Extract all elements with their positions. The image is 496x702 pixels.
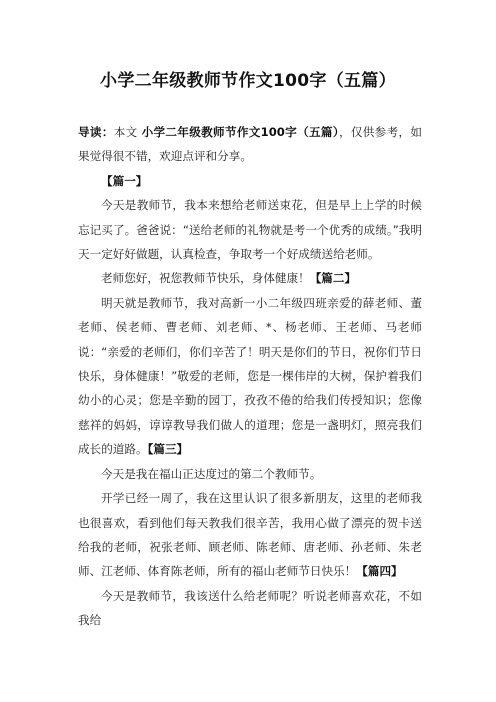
paragraph-6: 今天是教师节，我该送什么给老师呢？听说老师喜欢花，不如我给: [78, 588, 422, 628]
paragraph-5: [78, 486, 422, 584]
paragraph-4: 今天是我在福山正达度过的第二个教师节。: [101, 466, 322, 481]
intro-pre: 本文: [113, 125, 138, 139]
paragraph-2: [78, 266, 422, 290]
document-title: 小学二年级教师节作文100字（五篇）: [100, 71, 396, 91]
section-heading-3: 【篇三】: [147, 442, 189, 457]
section-heading-2: 【篇二】: [309, 271, 357, 286]
section-heading-4: 【篇四】: [356, 564, 403, 579]
intro-title-ref: 小学二年级教师节作文100字（五篇）: [141, 125, 339, 139]
paragraph-3-text: 明天就是教师节，我对高新一小二年级四班亲爱的薛老师、董老师、侯老师、曹老师、刘老师、*、杨老师、王老师、马老师说：“亲爱的老师们，你们辛苦了！明天是你们的节日，祝你们节日快乐，身体健康！”敬爱的老师，您是一棵伟岸的大树，保护着我们幼小的心灵；您是辛勤的园丁，孜孜不倦的给我们传授知识；您像慈祥的妈妈，谆谆教导我们做人的道理；您是一盏明灯，照亮我们成长的道路。: [78, 295, 422, 457]
section-heading-1: 【篇一】: [101, 173, 148, 188]
intro-post: ，仅供参考，如果觉得很不错，欢迎点评和分享。: [78, 125, 422, 164]
paragraph-5-text: 开学已经一周了，我在这里认识了很多新朋友，这里的老师我也很喜欢，看到他们每天教我们很辛苦，我用心做了漂亮的贺卡送给我的老师，祝张老师、顾老师、陈老师、唐老师、孙老师、朱老师、江老师、体育陈老师，所有的福山老师节日快乐！: [78, 491, 422, 579]
intro-label: 导读：: [78, 125, 114, 139]
paragraph-3: [78, 291, 422, 462]
document-body: [78, 120, 422, 633]
paragraph-1: 今天是教师节，我本来想给老师送束花，但是早上上学的时候忘记买了。爸爸说：“送给老师的礼物就是考一个优秀的成绩。”我明天一定好好做题，认真检查，争取考一个好成绩送给老师。: [78, 198, 422, 262]
intro-paragraph: [78, 120, 422, 169]
paragraph-2-text: 老师您好，祝您教师节快乐，身体健康！: [101, 271, 310, 286]
